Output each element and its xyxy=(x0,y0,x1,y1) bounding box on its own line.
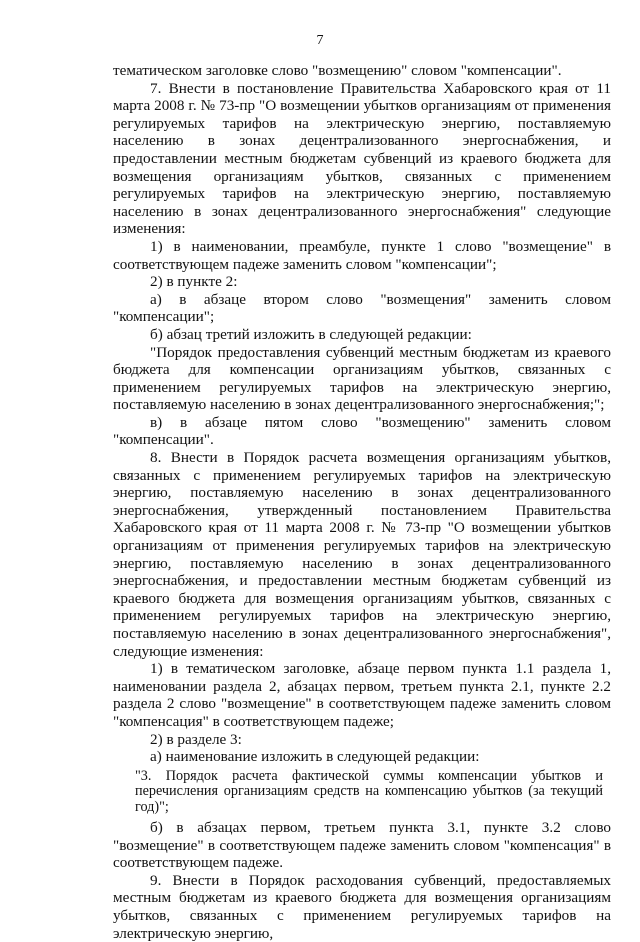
paragraph-subitem-8-2a: а) наименование изложить в следующей редакции: xyxy=(150,748,480,766)
paragraph-subitem-2: 2) в пункте 2: xyxy=(150,273,238,291)
paragraph-subitem-2b: б) абзац третий изложить в следующей редакции: xyxy=(150,325,472,343)
paragraph-subitem-2a: а) в абзаце втором слово "возмещения" заменить словом "компенсации"; xyxy=(113,290,611,326)
paragraph-quoted-text: "Порядок предоставления субвенций местным бюджетам из краевого бюджета для компенсации организациям убытков, связанных с применением регулируемых тарифов на электрическую энергию, поставляемую населению в зонах децентрализованного энергоснабжения;"; xyxy=(113,343,611,414)
paragraph-subitem-2v: в) в абзаце пятом слово "возмещению" заменить словом "компенсации". xyxy=(113,413,611,449)
paragraph-subitem-8-2b: б) в абзацах первом, третьем пункта 3.1, пункте 3.2 слово "возмещение" в соответствующем падеже заменить словом "компенсация" в соответствующем падеже. xyxy=(113,818,611,872)
page-number: 7 xyxy=(316,33,324,48)
paragraph-subitem-8-2: 2) в разделе 3: xyxy=(150,730,242,748)
paragraph-continuation: тематическом заголовке слово "возмещению" словом "компенсации". xyxy=(113,62,562,79)
paragraph-item-9: 9. Внести в Порядок расходования субвенций, предоставляемых местным бюджетам из краевого бюджета для возмещения организациям убытков, связанных с применением регулируемых тарифов на электрическую энергию, xyxy=(113,871,611,942)
document-body xyxy=(113,62,611,942)
paragraph-item-8: 8. Внести в Порядок расчета возмещения организациям убытков, связанных с применением регулируемых тарифов на электрическую энергию, поставляемую населению в зонах децентрализованного энергоснабжения, утвержденный постановлением Правительства Хабаровского края от 11 марта 2008 г. № 73-пр "О возмещении убытков организациям от применения регулируемых тарифов на электрическую энергию, поставляемую населению в зонах децентрализованного энергоснабжения, и предоставлении местным бюджетам субвенций из краевого бюджета для возмещения организациям убытков, связанных с применением регулируемых тарифов на электрическую энергию, поставляемую населению в зонах децентрализованного энергоснабжения", следующие изменения: xyxy=(113,449,611,660)
paragraph-quoted-heading: "3. Порядок расчета фактической суммы компенсации убытков и перечисления организациям средств на компенсацию убытков (за текущий год)"; xyxy=(135,767,603,815)
paragraph-item-7: 7. Внести в постановление Правительства Хабаровского края от 11 марта 2008 г. № 73-пр "О возмещении убытков организациям от применения регулируемых тарифов на электрическую энергию, поставляемую населению в зонах децентрализованного энергоснабжения, и предоставлении местным бюджетам субвенций из краевого бюджета для возмещения организациям убытков, связанных с применением регулируемых тарифов на электрическую энергию, поставляемую населению в зонах децентрализованного энергоснабжения" следующие изменения: xyxy=(113,79,611,238)
paragraph-subitem-1: 1) в наименовании, преамбуле, пункте 1 слово "возмещение" в соответствующем падеже заменить словом "компенсации"; xyxy=(113,237,611,273)
paragraph-subitem-8-1: 1) в тематическом заголовке, абзаце первом пункта 1.1 раздела 1, наименовании раздела 2, абзацах первом, третьем пункта 2.1, пункте 2.2 раздела 2 слово "возмещение" в соответствующем падеже заменить словом "компенсация" в соответствующем падеже; xyxy=(113,660,611,730)
